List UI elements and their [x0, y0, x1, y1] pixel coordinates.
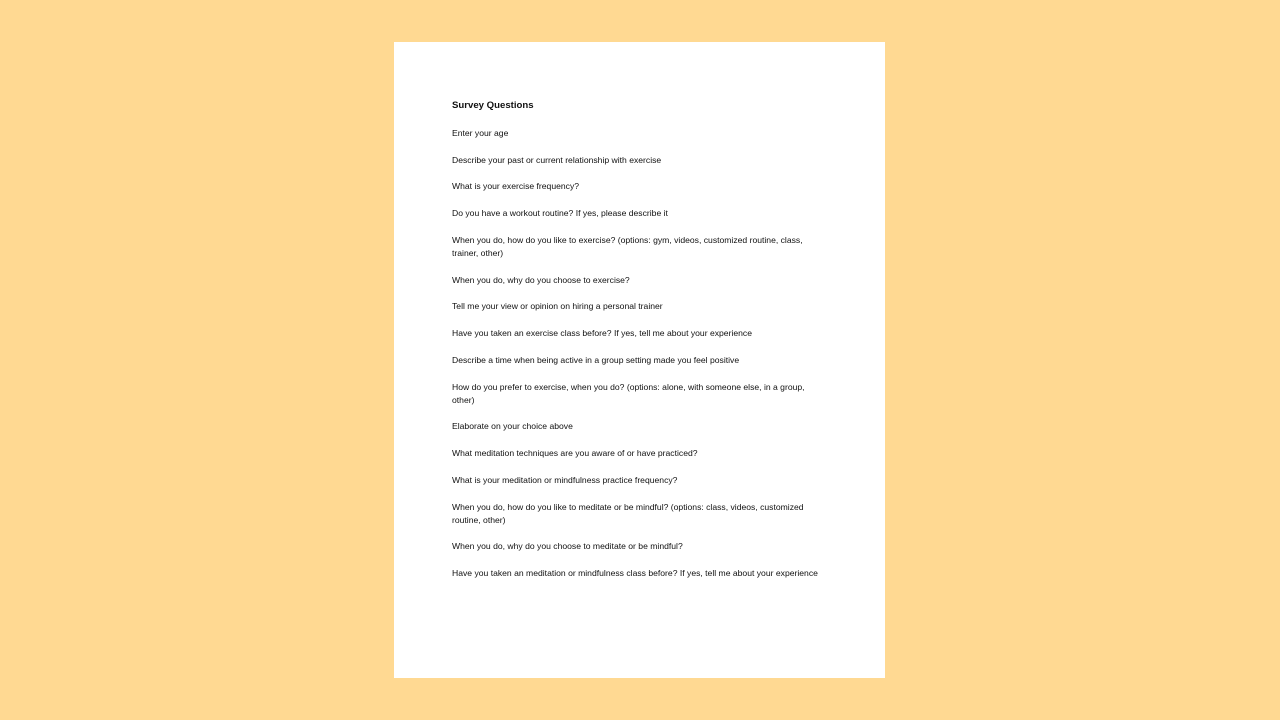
question-list [452, 127, 828, 580]
question-item: Enter your age [452, 128, 509, 138]
question-item: When you do, why do you choose to exercise? [452, 274, 630, 285]
question-item: When you do, why do you choose to meditate or be mindful? [452, 541, 683, 552]
question-item: Describe your past or current relationship with exercise [452, 154, 662, 165]
page-title: Survey Questions [452, 100, 534, 111]
question-item: Have you taken an meditation or mindfulness class before? If yes, tell me about your experience [452, 568, 818, 579]
question-item: Have you taken an exercise class before? If yes, tell me about your experience [452, 328, 752, 339]
question-item: Elaborate on your choice above [452, 421, 573, 432]
question-item: How do you prefer to exercise, when you do? (options: alone, with someone else, in a group, other) [452, 381, 805, 405]
question-item: What is your meditation or mindfulness practice frequency? [452, 474, 678, 485]
question-item: Do you have a workout routine? If yes, please describe it [452, 208, 668, 219]
question-item: Describe a time when being active in a group setting made you feel positive [452, 354, 740, 365]
document-page [394, 42, 885, 678]
question-item: Tell me your view or opinion on hiring a personal trainer [452, 301, 663, 312]
question-item: What is your exercise frequency? [452, 181, 580, 192]
question-item: When you do, how do you like to meditate or be mindful? (options: class, videos, customized routine, other) [452, 501, 804, 525]
question-item: When you do, how do you like to exercise? (options: gym, videos, customized routine, class, trainer, other) [452, 234, 803, 259]
question-item: What meditation techniques are you aware of or have practiced? [452, 448, 698, 459]
